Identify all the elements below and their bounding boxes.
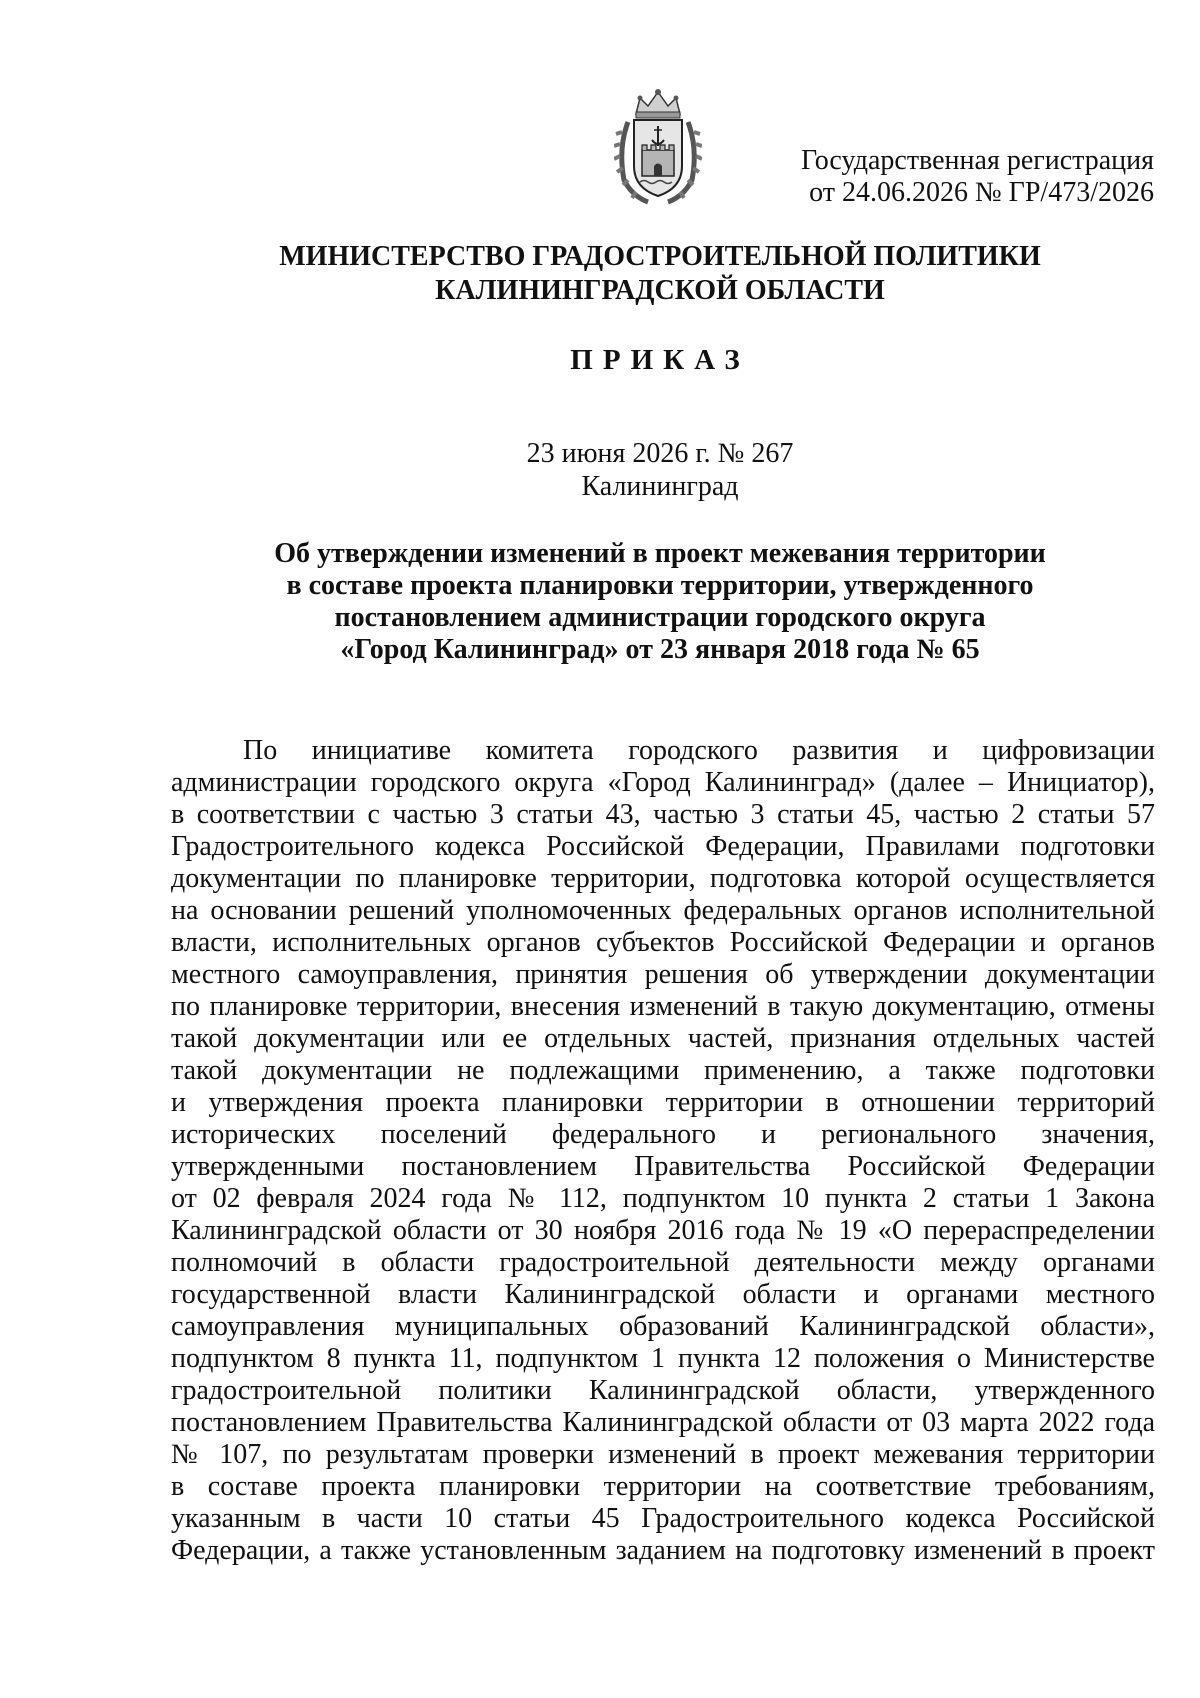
body-line: указанным в части 10 статьи 45 Градостроительного кодекса Российской [171,1503,1155,1534]
body-line: Градостроительного кодекса Российской Федерации, Правилами подготовки [171,831,1155,862]
order-subject [160,538,1160,666]
body-line: власти, исполнительных органов субъектов Российской Федерации и органов [171,927,1155,958]
body-line: Калининградской области от 30 ноября 2016 года № 19 «О перераспределении [171,1215,1155,1246]
order-subject-line4: «Город Калининград» от 23 января 2018 года № 65 [340,634,980,665]
order-subject-line1: Об утверждении изменений в проект межевания территории [274,538,1046,569]
body-line: по планировке территории, внесения изменений в такую документацию, отмены [171,991,1155,1022]
body-line: в соответствии с частью 3 статьи 43, частью 3 статьи 45, частью 2 статьи 57 [171,799,1155,830]
ministry-title-line2: КАЛИНИНГРАДСКОЙ ОБЛАСТИ [435,275,885,306]
body-line: утвержденными постановлением Правительства Российской Федерации [171,1151,1155,1182]
body-line: Федерации, а также установленным заданием на подготовку изменений в проект [171,1535,1155,1566]
order-date-block [160,437,1160,503]
body-line: постановлением Правительства Калининградской области от 03 марта 2022 года [171,1407,1155,1438]
order-place: Калининград [581,471,739,502]
body-line: государственной власти Калининградской области и органами местного [171,1279,1155,1310]
body-line: такой документации не подлежащими применению, а также подготовки [171,1055,1155,1086]
body-line: в составе проекта планировки территории на соответствие требованиям, [171,1471,1155,1502]
body-line: от 02 февраля 2024 года № 112, подпунктом 10 пункта 2 статьи 1 Закона [171,1183,1155,1214]
order-heading: ПРИКАЗ [570,344,750,376]
body-line: подпунктом 8 пункта 11, подпунктом 1 пункта 12 положения о Министерстве [171,1343,1155,1374]
body-line: самоуправления муниципальных образований Калининградской области», [171,1311,1155,1342]
order-subject-line3: постановлением администрации городского округа [334,602,986,633]
body-line: местного самоуправления, принятия решения об утверждении документации [171,959,1155,990]
body-line: полномочий в области градостроительной деятельности между органами [171,1247,1155,1278]
registration-stamp [700,145,1154,209]
order-date-number: 23 июня 2026 г. № 267 [526,438,794,469]
registration-label: Государственная регистрация [801,145,1154,176]
body-line: документации по планировке территории, подготовка которой осуществляется [171,863,1155,894]
order-subject-line2: в составе проекта планировки территории, утвержденного [286,570,1034,601]
ministry-title-line1: МИНИСТЕРСТВО ГРАДОСТРОИТЕЛЬНОЙ ПОЛИТИКИ [279,241,1041,272]
body-line: администрации городского округа «Город Калининград» (далее – Инициатор), [171,767,1155,798]
body-line: и утверждения проекта планировки территории в отношении территорий [171,1087,1155,1118]
body-line: По инициативе комитета городского развития и цифровизации [243,735,1155,766]
coat-of-arms-emblem [614,88,702,206]
ministry-title [160,240,1160,308]
registration-number: от 24.06.2026 № ГР/473/2026 [809,177,1154,208]
order-body-paragraph [171,735,1155,1567]
body-line: на основании решений уполномоченных федеральных органов исполнительной [171,895,1155,926]
body-line: такой документации или ее отдельных частей, признания отдельных частей [171,1023,1155,1054]
body-line: градостроительной политики Калининградской области, утвержденного [171,1375,1155,1406]
body-line: исторических поселений федерального и регионального значения, [171,1119,1155,1150]
body-line: № 107, по результатам проверки изменений в проект межевания территории [171,1439,1155,1470]
